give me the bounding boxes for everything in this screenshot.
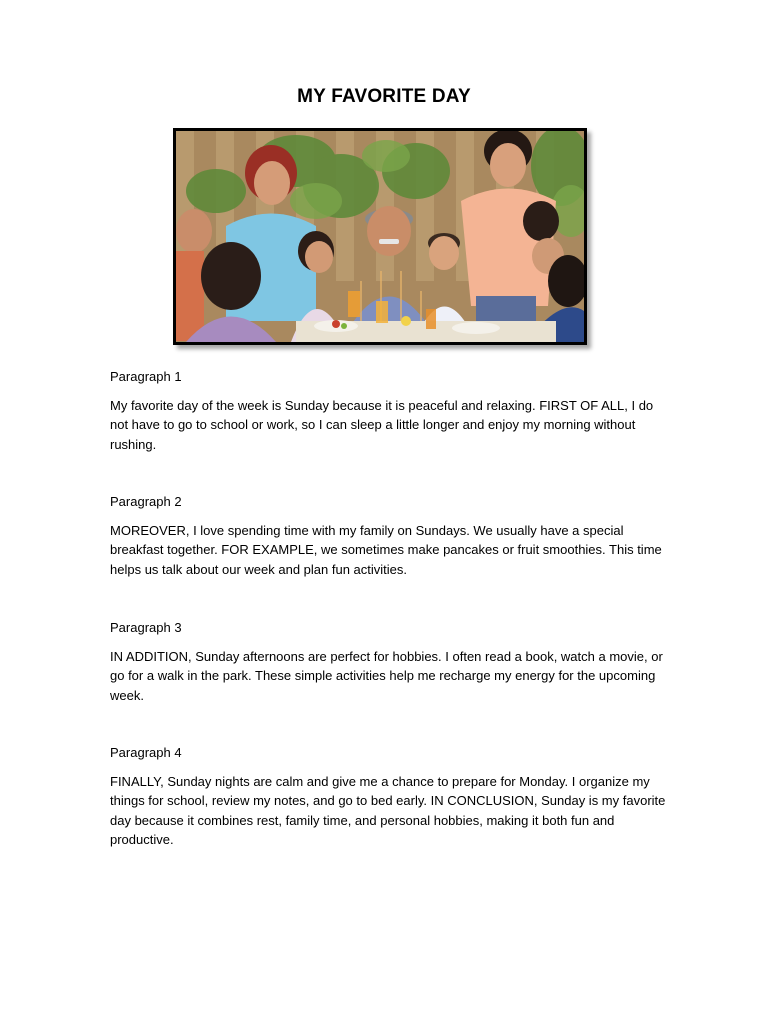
document-title: MY FAVORITE DAY <box>297 86 471 107</box>
paragraph-2-heading: Paragraph 2 <box>110 494 182 509</box>
family-photo <box>173 128 587 345</box>
family-photo-illustration <box>176 131 584 342</box>
paragraph-1-text: My favorite day of the week is Sunday because it is peaceful and relaxing. FIRST OF ALL, I do not have to go to school or work, so I can sleep a little longer and enjoy my morning without rushing. <box>110 398 654 452</box>
paragraph-2-text: MOREOVER, I love spending time with my family on Sundays. We usually have a special breakfast together. FOR EXAMPLE, we sometimes make pancakes or fruit smoothies. This time helps us talk about our week and plan fun activities. <box>110 523 662 577</box>
paragraph-3-heading: Paragraph 3 <box>110 620 182 635</box>
paragraph-4-text: FINALLY, Sunday nights are calm and give me a chance to prepare for Monday. I organize my things for school, review my notes, and go to bed early. IN CONCLUSION, Sunday is my favorite day because it combines rest, family time, and personal hobbies, making it both fun and productive. <box>110 774 666 847</box>
paragraph-1-heading: Paragraph 1 <box>110 369 182 384</box>
paragraph-3-text: IN ADDITION, Sunday afternoons are perfect for hobbies. I often read a book, watch a movie, or go for a walk in the park. These simple activities help me recharge my energy for the upcoming week. <box>110 649 663 703</box>
paragraph-4-heading: Paragraph 4 <box>110 745 182 760</box>
